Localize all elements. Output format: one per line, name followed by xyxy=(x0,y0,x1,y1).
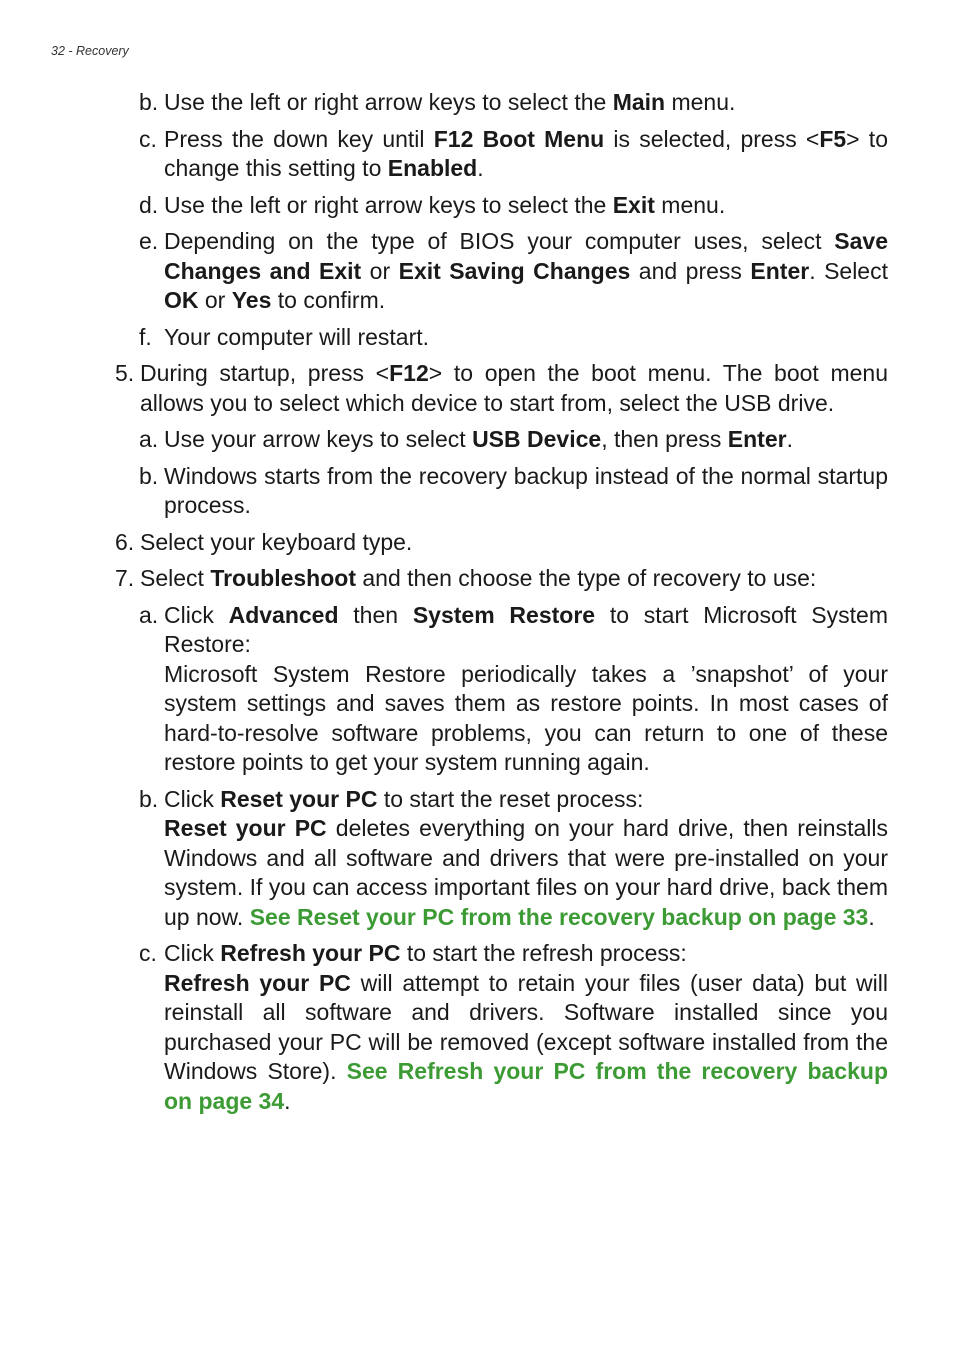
step-4b: b. Use the left or right arrow keys to select the Main menu. xyxy=(0,88,888,118)
step-5: 5. During startup, press <F12> to open the boot menu. The boot menu allows you to select which device to start from, select the USB drive. xyxy=(115,360,889,416)
list-marker: c. xyxy=(139,940,157,966)
step-4c: c. Press the down key until F12 Boot Menu is selected, press <F5> to change this setting to Enabled. xyxy=(139,125,888,181)
step-7: 7. Select Troubleshoot and then choose the type of recovery to use: xyxy=(0,564,888,594)
page-header: 32 - Recovery xyxy=(51,44,129,58)
list-marker: b. xyxy=(139,89,159,115)
list-marker: a. xyxy=(139,426,159,452)
list-marker: f. xyxy=(139,323,152,350)
list-marker: c. xyxy=(139,125,157,152)
list-marker: b. xyxy=(139,785,159,812)
refresh-pc-link[interactable]: See Refresh your PC from the recovery backup on page 34 xyxy=(164,1058,888,1114)
step-7c: c. Click Refresh your PC to start the refresh process: Refresh your PC will attempt to retain your files (user data) but will reinstall all software and drivers. Software installed since you purchased your PC will be removed (except software installed from the Windows Store). See Refresh your PC from the recovery backup on page 34. xyxy=(0,939,888,1116)
list-marker: 6. xyxy=(115,528,135,555)
step-7a: a. Click Advanced then System Restore to start Microsoft System Restore: Microsoft System Restore periodically takes a ’snapshot’ of your system settings and saves them as restore points. In most cases of hard-to-resolve software problems, you can return to one of these restore points to get your system running again. xyxy=(0,601,888,778)
step-4e: e. Depending on the type of BIOS your computer uses, select Save Changes and Exit or Exit Saving Changes and press Enter. Select OK or Yes to confirm. xyxy=(139,228,888,313)
list-marker: e. xyxy=(139,228,159,254)
step-7b: b. Click Reset your PC to start the reset process: Reset your PC deletes everything on your hard drive, then reinstalls Windows and all software and drivers that were pre-installed on your system. If you can access important files on your hard drive, back them up now. See Reset your PC from the recovery backup on page 33. xyxy=(0,785,888,933)
step-7b-description: Reset your PC deletes everything on your hard drive, then reinstalls Windows and all software and drivers that were pre-installed on your system. If you can access important files on your hard drive, back them up now. See Reset your PC from the recovery backup on page 33. xyxy=(164,815,888,930)
reset-pc-link[interactable]: See Reset your PC from the recovery backup on page 33 xyxy=(249,903,869,930)
step-5b: b. Windows starts from the recovery backup instead of the normal startup process. xyxy=(139,462,888,518)
step-4d: d. Use the left or right arrow keys to select the Exit menu. xyxy=(0,191,888,221)
list-marker: d. xyxy=(139,191,159,218)
step-4f: f. Your computer will restart. xyxy=(0,323,888,353)
step-6: 6. Select your keyboard type. xyxy=(0,528,888,558)
step-5a: a. Use your arrow keys to select USB Device, then press Enter. xyxy=(0,425,888,455)
list-marker: 7. xyxy=(115,565,135,591)
list-marker: b. xyxy=(139,462,159,489)
list-marker: 5. xyxy=(115,360,135,386)
list-marker: a. xyxy=(139,601,159,628)
document-body xyxy=(0,88,954,1123)
step-7a-description: Microsoft System Restore periodically takes a ’snapshot’ of your system settings and saves them as restore points. In most cases of hard-to-resolve software problems, you can return to one of these restore points to get your system running again. xyxy=(164,660,888,775)
step-7c-description: Refresh your PC will attempt to retain your files (user data) but will reinstall all software and drivers. Software installed since you purchased your PC will be removed (except software installed from the Windows Store). See Refresh your PC from the recovery backup on page 34. xyxy=(164,969,888,1114)
